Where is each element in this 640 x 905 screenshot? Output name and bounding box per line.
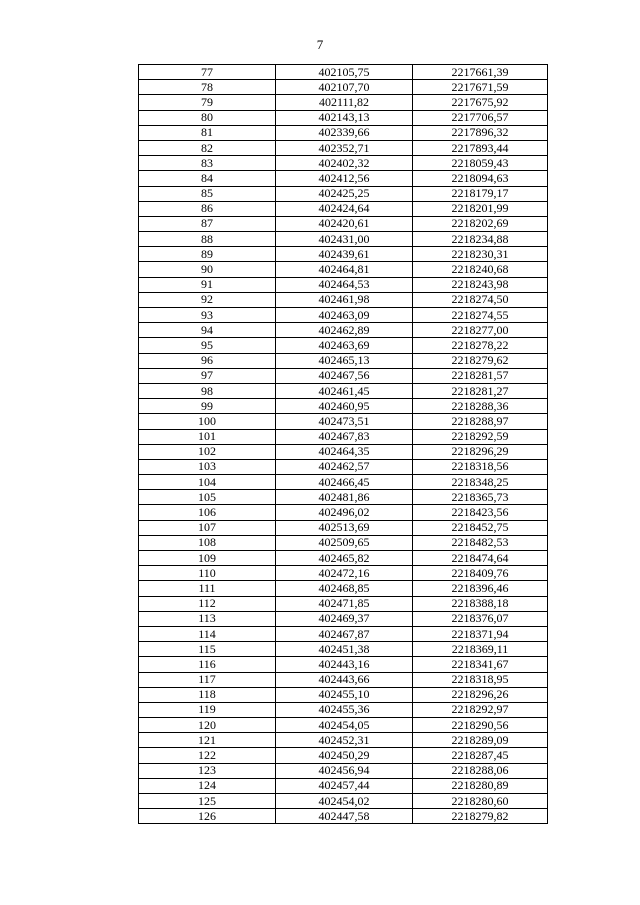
table-row xyxy=(139,80,548,95)
x-coordinate-cell: 402467,87 xyxy=(276,626,413,641)
table-row xyxy=(139,551,548,566)
point-number-cell: 81 xyxy=(139,125,276,140)
table-row xyxy=(139,520,548,535)
y-coordinate-cell: 2218059,43 xyxy=(413,156,548,171)
table-row xyxy=(139,642,548,657)
table-row xyxy=(139,338,548,353)
y-coordinate-cell: 2218365,73 xyxy=(413,490,548,505)
point-number-cell: 109 xyxy=(139,551,276,566)
x-coordinate-cell: 402425,25 xyxy=(276,186,413,201)
point-number-cell: 93 xyxy=(139,308,276,323)
table-row xyxy=(139,323,548,338)
x-coordinate-cell: 402424,64 xyxy=(276,201,413,216)
point-number-cell: 77 xyxy=(139,65,276,80)
y-coordinate-cell: 2218201,99 xyxy=(413,201,548,216)
x-coordinate-cell: 402107,70 xyxy=(276,80,413,95)
y-coordinate-cell: 2218277,00 xyxy=(413,323,548,338)
coordinates-table xyxy=(138,64,548,824)
table-row xyxy=(139,763,548,778)
point-number-cell: 106 xyxy=(139,505,276,520)
table-row xyxy=(139,262,548,277)
x-coordinate-cell: 402450,29 xyxy=(276,748,413,763)
x-coordinate-cell: 402473,51 xyxy=(276,414,413,429)
x-coordinate-cell: 402461,98 xyxy=(276,292,413,307)
point-number-cell: 83 xyxy=(139,156,276,171)
x-coordinate-cell: 402465,13 xyxy=(276,353,413,368)
point-number-cell: 124 xyxy=(139,778,276,793)
x-coordinate-cell: 402431,00 xyxy=(276,232,413,247)
x-coordinate-cell: 402481,86 xyxy=(276,490,413,505)
point-number-cell: 121 xyxy=(139,733,276,748)
y-coordinate-cell: 2218290,56 xyxy=(413,718,548,733)
point-number-cell: 99 xyxy=(139,399,276,414)
y-coordinate-cell: 2218281,57 xyxy=(413,368,548,383)
point-number-cell: 100 xyxy=(139,414,276,429)
point-number-cell: 87 xyxy=(139,216,276,231)
x-coordinate-cell: 402111,82 xyxy=(276,95,413,110)
x-coordinate-cell: 402472,16 xyxy=(276,566,413,581)
x-coordinate-cell: 402456,94 xyxy=(276,763,413,778)
x-coordinate-cell: 402454,02 xyxy=(276,794,413,809)
table-row xyxy=(139,414,548,429)
table-row xyxy=(139,733,548,748)
table-row xyxy=(139,702,548,717)
point-number-cell: 125 xyxy=(139,794,276,809)
y-coordinate-cell: 2217893,44 xyxy=(413,140,548,155)
point-number-cell: 98 xyxy=(139,383,276,398)
table-row xyxy=(139,581,548,596)
x-coordinate-cell: 402339,66 xyxy=(276,125,413,140)
table-row xyxy=(139,308,548,323)
table-row xyxy=(139,748,548,763)
y-coordinate-cell: 2218278,22 xyxy=(413,338,548,353)
point-number-cell: 105 xyxy=(139,490,276,505)
y-coordinate-cell: 2218318,56 xyxy=(413,459,548,474)
point-number-cell: 118 xyxy=(139,687,276,702)
point-number-cell: 126 xyxy=(139,809,276,824)
y-coordinate-cell: 2218288,06 xyxy=(413,763,548,778)
table-row xyxy=(139,687,548,702)
x-coordinate-cell: 402455,36 xyxy=(276,702,413,717)
y-coordinate-cell: 2218179,17 xyxy=(413,186,548,201)
x-coordinate-cell: 402465,82 xyxy=(276,551,413,566)
y-coordinate-cell: 2218280,60 xyxy=(413,794,548,809)
y-coordinate-cell: 2218388,18 xyxy=(413,596,548,611)
x-coordinate-cell: 402466,45 xyxy=(276,475,413,490)
y-coordinate-cell: 2218240,68 xyxy=(413,262,548,277)
x-coordinate-cell: 402513,69 xyxy=(276,520,413,535)
table-row xyxy=(139,429,548,444)
point-number-cell: 119 xyxy=(139,702,276,717)
y-coordinate-cell: 2218423,56 xyxy=(413,505,548,520)
y-coordinate-cell: 2218289,09 xyxy=(413,733,548,748)
x-coordinate-cell: 402105,75 xyxy=(276,65,413,80)
table-row xyxy=(139,535,548,550)
point-number-cell: 102 xyxy=(139,444,276,459)
table-row xyxy=(139,596,548,611)
page-number: 7 xyxy=(316,37,324,52)
y-coordinate-cell: 2217671,59 xyxy=(413,80,548,95)
x-coordinate-cell: 402469,37 xyxy=(276,611,413,626)
table-row xyxy=(139,778,548,793)
point-number-cell: 94 xyxy=(139,323,276,338)
table-row xyxy=(139,247,548,262)
y-coordinate-cell: 2218396,46 xyxy=(413,581,548,596)
table-row xyxy=(139,216,548,231)
point-number-cell: 120 xyxy=(139,718,276,733)
table-row xyxy=(139,399,548,414)
point-number-cell: 115 xyxy=(139,642,276,657)
table-row xyxy=(139,657,548,672)
table-row xyxy=(139,794,548,809)
table-row xyxy=(139,186,548,201)
y-coordinate-cell: 2218348,25 xyxy=(413,475,548,490)
point-number-cell: 114 xyxy=(139,626,276,641)
x-coordinate-cell: 402412,56 xyxy=(276,171,413,186)
x-coordinate-cell: 402420,61 xyxy=(276,216,413,231)
point-number-cell: 85 xyxy=(139,186,276,201)
x-coordinate-cell: 402451,38 xyxy=(276,642,413,657)
y-coordinate-cell: 2218371,94 xyxy=(413,626,548,641)
point-number-cell: 103 xyxy=(139,459,276,474)
table-row xyxy=(139,809,548,824)
table-row xyxy=(139,292,548,307)
x-coordinate-cell: 402443,66 xyxy=(276,672,413,687)
point-number-cell: 90 xyxy=(139,262,276,277)
table-row xyxy=(139,672,548,687)
y-coordinate-cell: 2218202,69 xyxy=(413,216,548,231)
x-coordinate-cell: 402462,89 xyxy=(276,323,413,338)
table-row xyxy=(139,156,548,171)
table-row xyxy=(139,475,548,490)
point-number-cell: 107 xyxy=(139,520,276,535)
y-coordinate-cell: 2218369,11 xyxy=(413,642,548,657)
y-coordinate-cell: 2218274,55 xyxy=(413,308,548,323)
x-coordinate-cell: 402452,31 xyxy=(276,733,413,748)
y-coordinate-cell: 2217706,57 xyxy=(413,110,548,125)
x-coordinate-cell: 402457,44 xyxy=(276,778,413,793)
y-coordinate-cell: 2218279,62 xyxy=(413,353,548,368)
y-coordinate-cell: 2218279,82 xyxy=(413,809,548,824)
table-row xyxy=(139,95,548,110)
y-coordinate-cell: 2218230,31 xyxy=(413,247,548,262)
table-row xyxy=(139,201,548,216)
y-coordinate-cell: 2218376,07 xyxy=(413,611,548,626)
x-coordinate-cell: 402464,53 xyxy=(276,277,413,292)
point-number-cell: 112 xyxy=(139,596,276,611)
y-coordinate-cell: 2218274,50 xyxy=(413,292,548,307)
x-coordinate-cell: 402496,02 xyxy=(276,505,413,520)
point-number-cell: 97 xyxy=(139,368,276,383)
coordinates-table-body xyxy=(139,65,548,824)
point-number-cell: 89 xyxy=(139,247,276,262)
table-row xyxy=(139,505,548,520)
y-coordinate-cell: 2218243,98 xyxy=(413,277,548,292)
x-coordinate-cell: 402509,65 xyxy=(276,535,413,550)
y-coordinate-cell: 2218341,67 xyxy=(413,657,548,672)
point-number-cell: 82 xyxy=(139,140,276,155)
x-coordinate-cell: 402455,10 xyxy=(276,687,413,702)
x-coordinate-cell: 402454,05 xyxy=(276,718,413,733)
point-number-cell: 80 xyxy=(139,110,276,125)
x-coordinate-cell: 402467,83 xyxy=(276,429,413,444)
x-coordinate-cell: 402464,81 xyxy=(276,262,413,277)
table-row xyxy=(139,368,548,383)
x-coordinate-cell: 402463,69 xyxy=(276,338,413,353)
x-coordinate-cell: 402447,58 xyxy=(276,809,413,824)
y-coordinate-cell: 2218281,27 xyxy=(413,383,548,398)
x-coordinate-cell: 402443,16 xyxy=(276,657,413,672)
point-number-cell: 110 xyxy=(139,566,276,581)
point-number-cell: 101 xyxy=(139,429,276,444)
point-number-cell: 117 xyxy=(139,672,276,687)
x-coordinate-cell: 402462,57 xyxy=(276,459,413,474)
table-row xyxy=(139,110,548,125)
x-coordinate-cell: 402460,95 xyxy=(276,399,413,414)
point-number-cell: 79 xyxy=(139,95,276,110)
y-coordinate-cell: 2218288,36 xyxy=(413,399,548,414)
table-row xyxy=(139,566,548,581)
table-row xyxy=(139,232,548,247)
y-coordinate-cell: 2217675,92 xyxy=(413,95,548,110)
point-number-cell: 108 xyxy=(139,535,276,550)
table-row xyxy=(139,277,548,292)
x-coordinate-cell: 402439,61 xyxy=(276,247,413,262)
point-number-cell: 95 xyxy=(139,338,276,353)
y-coordinate-cell: 2218292,97 xyxy=(413,702,548,717)
table-row xyxy=(139,626,548,641)
point-number-cell: 123 xyxy=(139,763,276,778)
y-coordinate-cell: 2218296,29 xyxy=(413,444,548,459)
y-coordinate-cell: 2218094,63 xyxy=(413,171,548,186)
table-row xyxy=(139,65,548,80)
point-number-cell: 116 xyxy=(139,657,276,672)
x-coordinate-cell: 402467,56 xyxy=(276,368,413,383)
y-coordinate-cell: 2218280,89 xyxy=(413,778,548,793)
x-coordinate-cell: 402352,71 xyxy=(276,140,413,155)
y-coordinate-cell: 2218296,26 xyxy=(413,687,548,702)
point-number-cell: 104 xyxy=(139,475,276,490)
point-number-cell: 88 xyxy=(139,232,276,247)
y-coordinate-cell: 2217661,39 xyxy=(413,65,548,80)
point-number-cell: 113 xyxy=(139,611,276,626)
table-row xyxy=(139,125,548,140)
x-coordinate-cell: 402402,32 xyxy=(276,156,413,171)
table-row xyxy=(139,171,548,186)
x-coordinate-cell: 402464,35 xyxy=(276,444,413,459)
point-number-cell: 92 xyxy=(139,292,276,307)
point-number-cell: 86 xyxy=(139,201,276,216)
table-row xyxy=(139,140,548,155)
x-coordinate-cell: 402143,13 xyxy=(276,110,413,125)
point-number-cell: 78 xyxy=(139,80,276,95)
table-row xyxy=(139,718,548,733)
y-coordinate-cell: 2217896,32 xyxy=(413,125,548,140)
table-row xyxy=(139,459,548,474)
point-number-cell: 111 xyxy=(139,581,276,596)
y-coordinate-cell: 2218318,95 xyxy=(413,672,548,687)
table-row xyxy=(139,444,548,459)
y-coordinate-cell: 2218234,88 xyxy=(413,232,548,247)
x-coordinate-cell: 402461,45 xyxy=(276,383,413,398)
x-coordinate-cell: 402471,85 xyxy=(276,596,413,611)
point-number-cell: 84 xyxy=(139,171,276,186)
y-coordinate-cell: 2218409,76 xyxy=(413,566,548,581)
y-coordinate-cell: 2218452,75 xyxy=(413,520,548,535)
y-coordinate-cell: 2218288,97 xyxy=(413,414,548,429)
y-coordinate-cell: 2218474,64 xyxy=(413,551,548,566)
x-coordinate-cell: 402468,85 xyxy=(276,581,413,596)
table-row xyxy=(139,611,548,626)
point-number-cell: 96 xyxy=(139,353,276,368)
y-coordinate-cell: 2218482,53 xyxy=(413,535,548,550)
point-number-cell: 122 xyxy=(139,748,276,763)
table-row xyxy=(139,383,548,398)
table-row xyxy=(139,353,548,368)
y-coordinate-cell: 2218292,59 xyxy=(413,429,548,444)
point-number-cell: 91 xyxy=(139,277,276,292)
y-coordinate-cell: 2218287,45 xyxy=(413,748,548,763)
table-row xyxy=(139,490,548,505)
x-coordinate-cell: 402463,09 xyxy=(276,308,413,323)
